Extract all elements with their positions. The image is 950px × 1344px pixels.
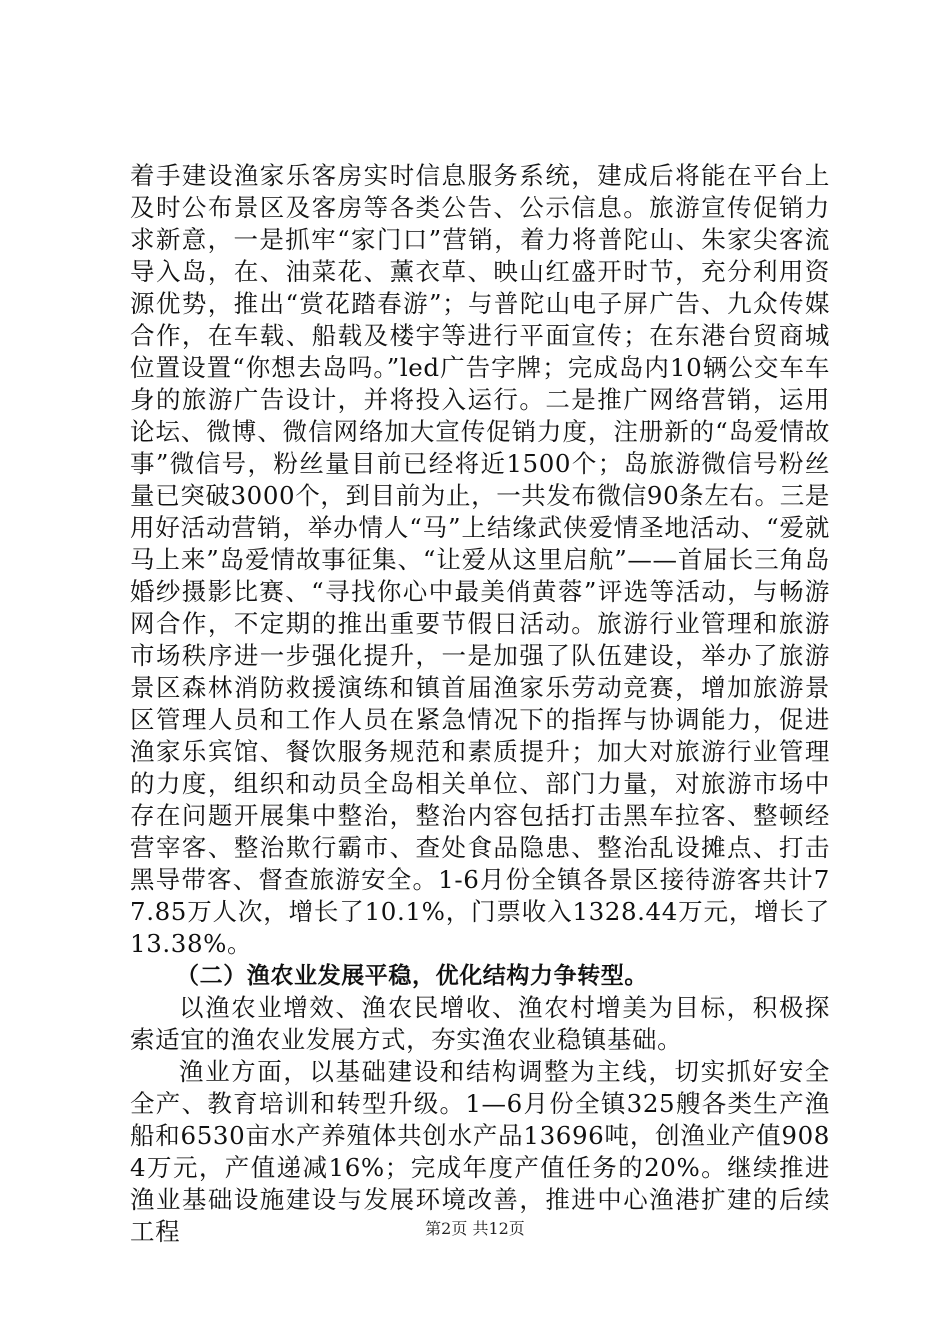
paragraph-agriculture-goal: 以渔农业增效、渔农民增收、渔农村增美为目标，积极探索适宜的渔农业发展方式，夯实渔农业稳镇基础。 <box>130 993 830 1054</box>
section-heading-agriculture: （二）渔农业发展平稳，优化结构力争转型。 <box>176 963 648 989</box>
page-number-footer: 第2页 共12页 <box>425 1219 525 1238</box>
document-body <box>130 160 830 1248</box>
paragraph-fishery: 渔业方面，以基础建设和结构调整为主线，切实抓好安全全产、教育培训和转型升级。1—6月份全镇325艘各类生产渔船和6530亩水产养殖体共创水产品13696吨，创渔业产值9084万元，产值递减16%；完成年度产值任务的20%。继续推进渔业基础设施建设与发展环境改善，推进中心渔港扩建的后续工程 <box>130 1057 830 1246</box>
paragraph-tourism-promotion: 着手建设渔家乐客房实时信息服务系统，建成后将能在平台上及时公布景区及客房等各类公告、公示信息。旅游宣传促销力求新意，一是抓牢“家门口”营销，着力将普陀山、朱家尖客流导入岛，在、油菜花、薰衣草、映山红盛开时节，充分利用资源优势，推出“赏花踏春游”；与普陀山电子屏广告、九众传媒合作，在车载、船载及楼宇等进行平面宣传；在东港台贸商城位置设置“你想去岛吗。”led广告字牌；完成岛内10辆公交车车身的旅游广告设计，并将投入运行。二是推广网络营销，运用论坛、微博、微信网络加大宣传促销力度，注册新的“岛爱情故事”微信号，粉丝量目前已经将近1500个；岛旅游微信号粉丝量已突破3000个，到目前为止，一共发布微信90条左右。三是用好活动营销，举办情人“马”上结缘武侠爱情圣地活动、“爱就马上来”岛爱情故事征集、“让爱从这里启航”——首届长三角岛婚纱摄影比赛、“寻找你心中最美俏黄蓉”评选等活动，与畅游网合作，不定期的推出重要节假日活动。旅游行业管理和旅游市场秩序进一步强化提升，一是加强了队伍建设，举办了旅游景区森林消防救援演练和镇首届渔家乐劳动竞赛，增加旅游景区管理人员和工作人员在紧急情况下的指挥与协调能力，促进渔家乐宾馆、餐饮服务规范和素质提升；加大对旅游行业管理的力度，组织和动员全岛相关单位、部门力量，对旅游市场中存在问题开展集中整治，整治内容包括打击黑车拉客、整顿经营宰客、整治欺行霸市、查处食品隐患、整治乱设摊点、打击黑导带客、督查旅游安全。1-6月份全镇各景区接待游客共计77.85万人次，增长了10.1%，门票收入1328.44万元，增长了13.38%。 <box>130 161 830 958</box>
